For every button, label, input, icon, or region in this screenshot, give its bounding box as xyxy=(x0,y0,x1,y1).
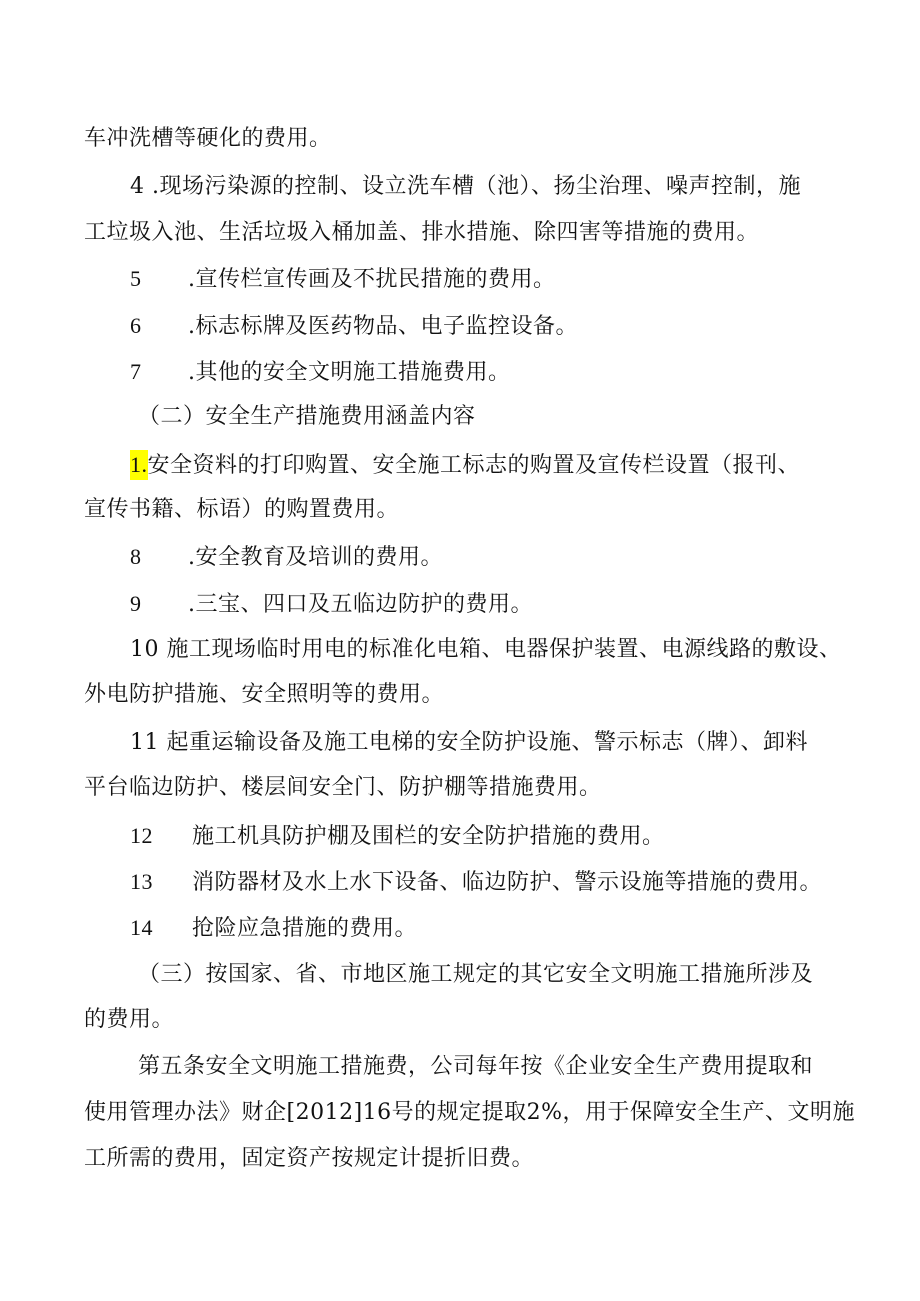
list-item-5 xyxy=(130,264,556,294)
article-paragraph: 第五条安全文明施工措施费，公司每年按《企业安全生产费用提取和 xyxy=(138,1054,814,1079)
text-line: 的费用。 xyxy=(84,1007,175,1032)
list-item-13 xyxy=(130,867,822,897)
list-text: .三宝、四口及五临边防护的费用。 xyxy=(188,592,533,617)
list-item-8 xyxy=(130,542,443,572)
list-text: 消防器材及水上水下设备、临边防护、警示设施等措施的费用。 xyxy=(192,870,823,895)
text-line: 外电防护措施、安全照明等的费用。 xyxy=(84,682,445,707)
list-item-1 xyxy=(130,450,800,480)
section-heading: （三）按国家、省、市地区施工规定的其它安全文明施工措施所涉及 xyxy=(138,962,814,987)
list-number: 9 xyxy=(130,591,142,616)
list-item-12 xyxy=(130,821,665,851)
list-number: 7 xyxy=(130,359,142,384)
text-line: 车冲洗槽等硬化的费用。 xyxy=(84,126,332,151)
text-line: 工所需的费用，固定资产按规定计提折旧费。 xyxy=(84,1146,535,1171)
list-item-4: 4 .现场污染源的控制、设立洗车槽（池）、扬尘治理、噪声控制，施 xyxy=(130,174,801,199)
list-item-10: 10 施工现场临时用电的标准化电箱、电器保护装置、电源线路的敷设、 xyxy=(130,637,842,662)
list-item-6 xyxy=(130,311,578,341)
list-text: .安全教育及培训的费用。 xyxy=(188,545,443,570)
list-number: 6 xyxy=(130,313,142,338)
list-text: 施工机具防护棚及围栏的安全防护措施的费用。 xyxy=(192,824,665,849)
list-item-9 xyxy=(130,589,533,619)
list-text: .宣传栏宣传画及不扰民措施的费用。 xyxy=(188,267,556,292)
list-number: 12 xyxy=(130,823,153,848)
list-text: 抢险应急措施的费用。 xyxy=(192,916,418,941)
text-line: 平台临边防护、楼层间安全门、防护棚等措施费用。 xyxy=(84,775,602,800)
list-number: 14 xyxy=(130,915,153,940)
list-number: 8 xyxy=(130,544,142,569)
section-heading: （二）安全生产措施费用涵盖内容 xyxy=(138,404,476,429)
list-text: .其他的安全文明施工措施费用。 xyxy=(188,360,511,385)
list-number: 5 xyxy=(130,266,142,291)
list-number: 13 xyxy=(130,869,153,894)
list-text: 安全资料的打印购置、安全施工标志的购置及宣传栏设置（报刊、 xyxy=(147,453,801,478)
list-text: .标志标牌及医药物品、电子监控设备。 xyxy=(188,314,578,339)
list-item-11: 11 起重运输设备及施工电梯的安全防护设施、警示标志（牌）、卸料 xyxy=(130,730,808,755)
text-line: 工垃圾入池、生活垃圾入桶加盖、排水措施、除四害等措施的费用。 xyxy=(84,220,760,245)
text-line: 宣传书籍、标语）的购置费用。 xyxy=(84,497,400,522)
text-line: 使用管理办法》财企[2012]16号的规定提取2%，用于保障安全生产、文明施 xyxy=(84,1100,856,1125)
list-number-highlighted: 1. xyxy=(130,450,148,480)
list-item-14 xyxy=(130,913,417,943)
list-item-7 xyxy=(130,357,511,387)
